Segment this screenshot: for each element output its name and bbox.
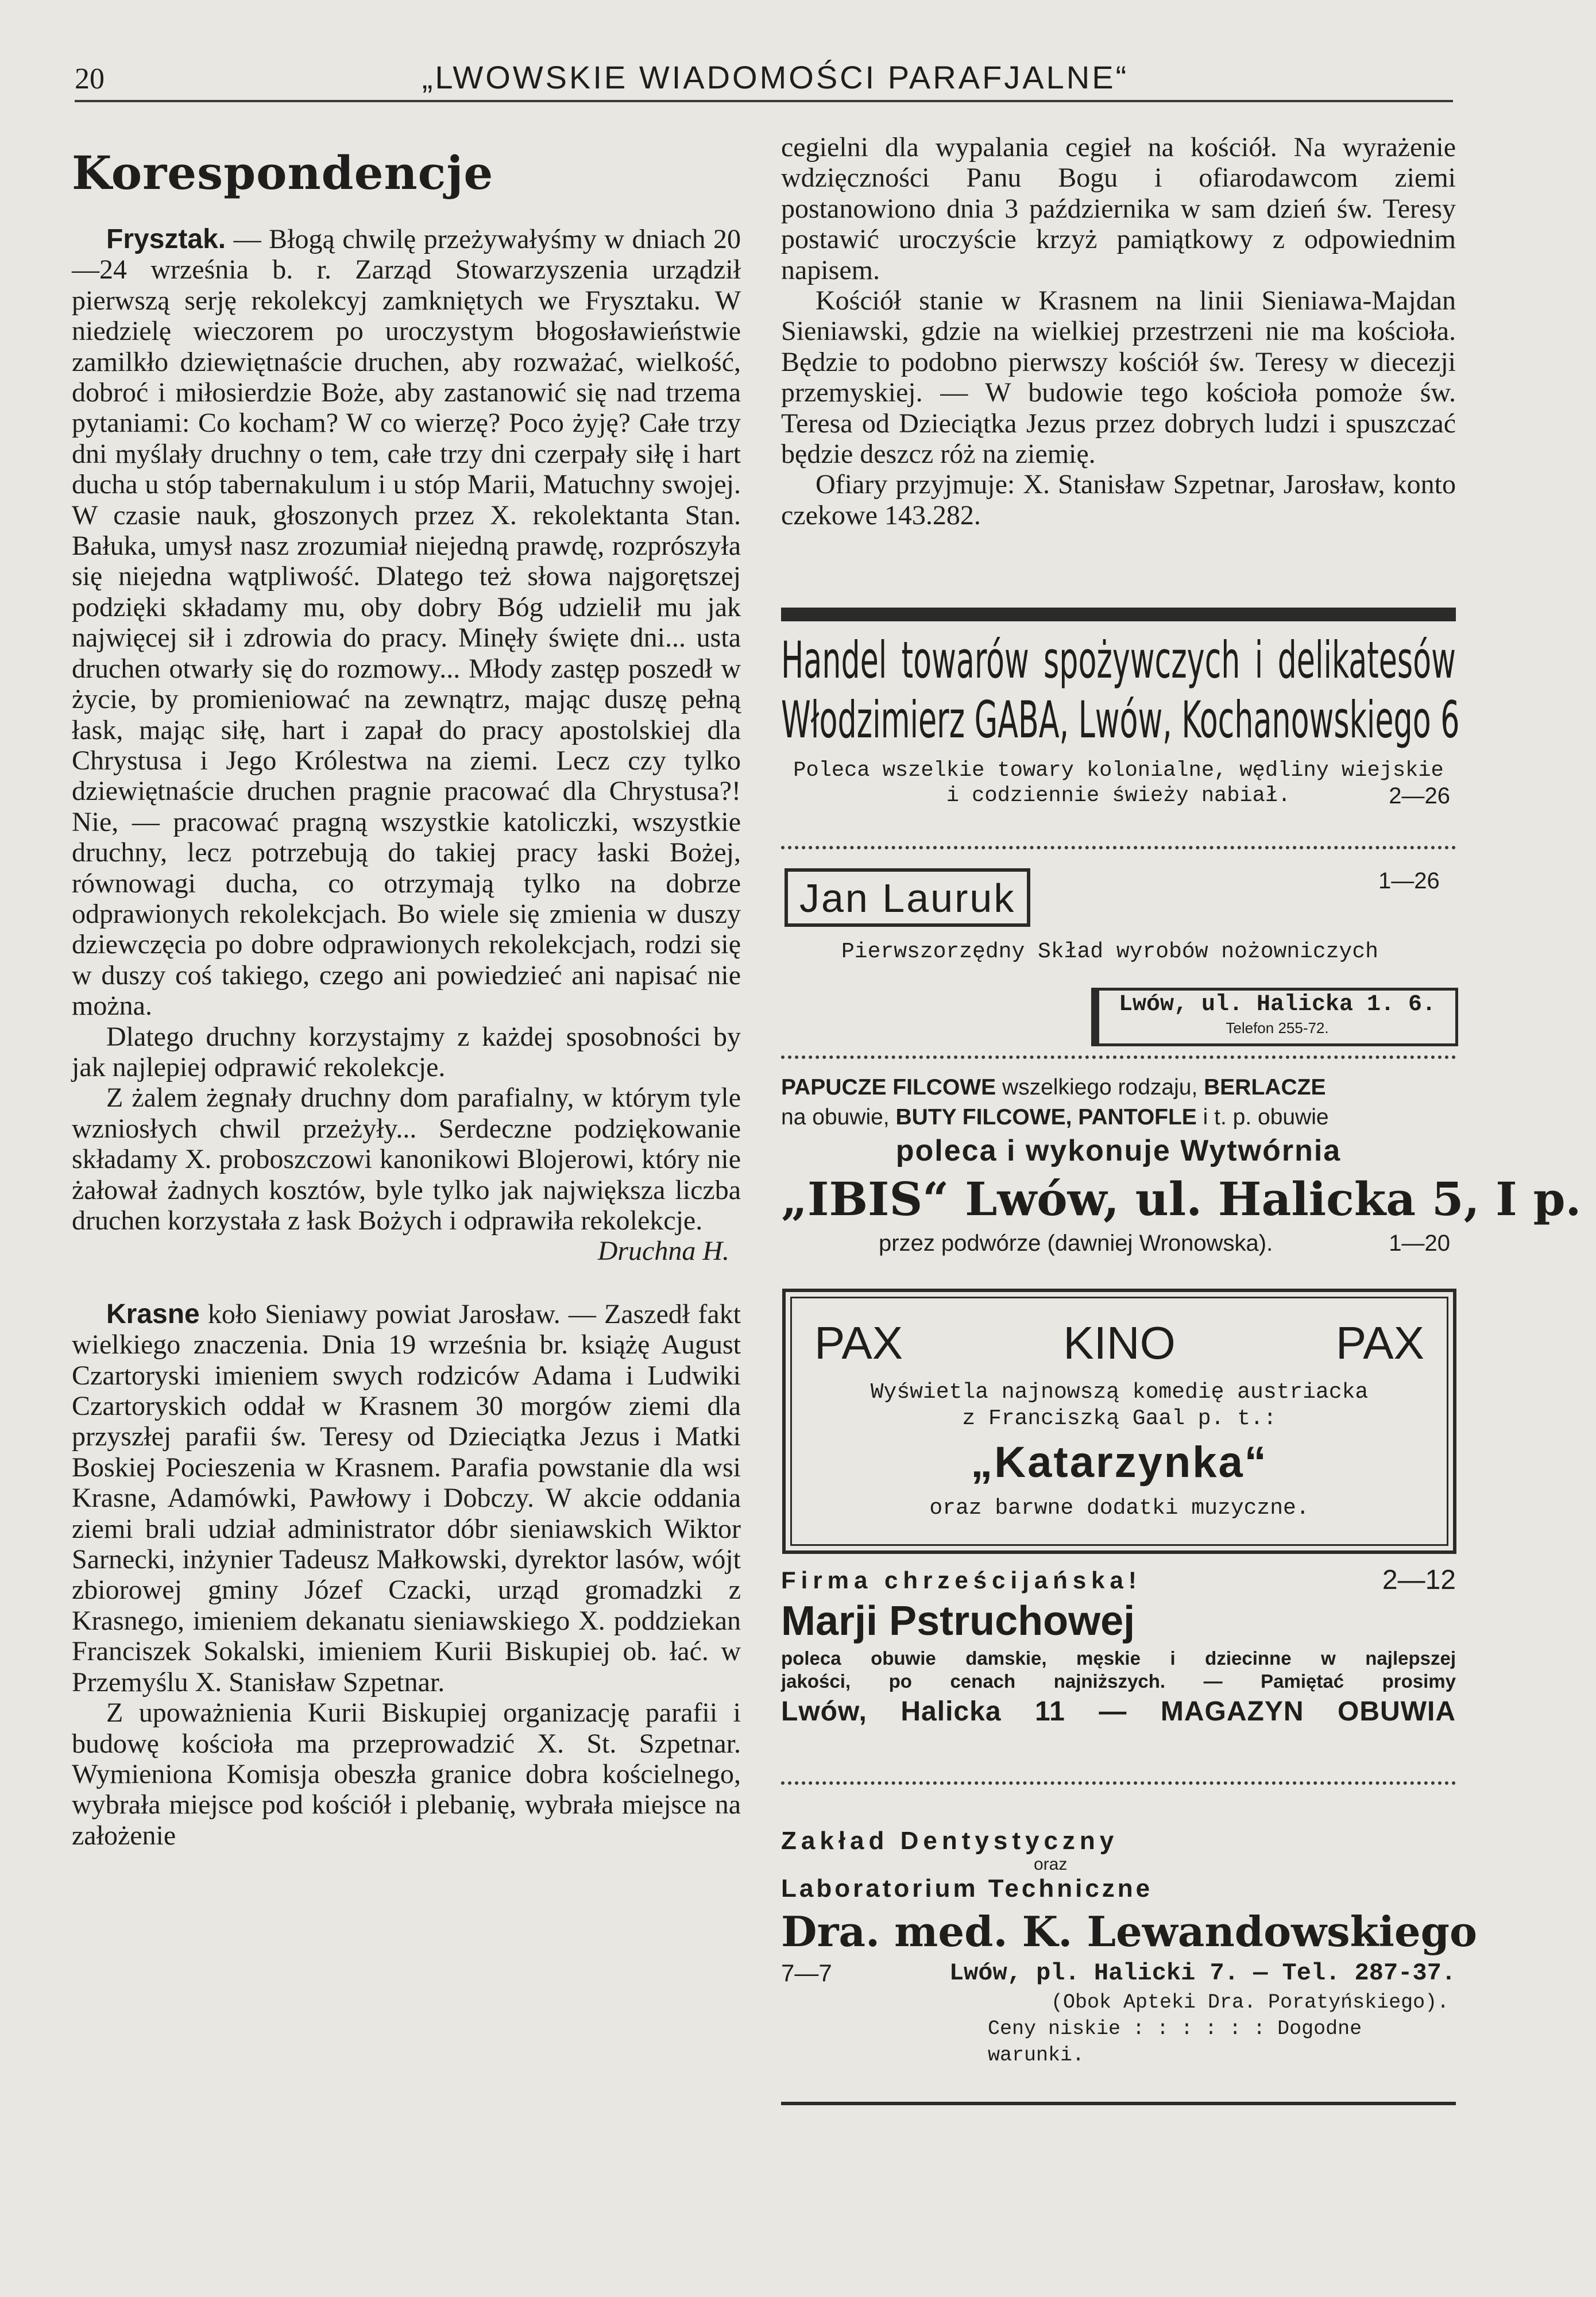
pax-line2: z Franciszką Gaal p. t.: — [962, 1406, 1277, 1431]
frysztak-paragraph — [72, 224, 741, 1022]
paragraph: Ofiary przyjmuje: X. Stanisław Szpetnar, Jarosław, konto czekowe 143.282. — [781, 469, 1456, 531]
section-title: Korespondencje — [72, 146, 494, 200]
gaba-headline: Handel towarów spożywczych i delikatesów — [781, 631, 1456, 690]
header-rule — [75, 100, 1453, 102]
pax-box — [782, 1289, 1456, 1554]
paragraph: Z żalem żegnały druchny dom parafialny, w którym tyle wzniosłych chwil przeżyły... Serdeczne podziękowanie składamy X. proboszczowi kanonikowi Blojerowi, który nie żałował żadnych kosztów, byle tylko jak największa liczba druchen korzystała z łask Bożych i odprawiła rekolekcje. — [72, 1082, 741, 1236]
dent-prices: Ceny niskie : : : : : : Dogodne warunki. — [988, 2017, 1362, 2067]
gaba-desc2: i codziennie świeży nabiał. — [946, 784, 1291, 808]
pstruch-line1: Firma chrześcijańska! — [781, 1567, 1142, 1594]
dent-address: Lwów, pl. Halicki 7. — Tel. 287-37. — [949, 1959, 1456, 1987]
dent-code: 7—7 — [781, 1959, 832, 1986]
krasne-text: koło Sieniawy powiat Jarosław. — Zaszedł fakt wielkiego znaczenia. Dnia 19 września br. książę August Czartoryski imieniem swych rodziców Adama i Ludwiki Czartoryskich oddał w Krasnem 30 morgów ziemi dla przyszłej parafii św. Teresy od Dzieciątka Jezus i Matki Boskiej Pocieszenia w Krasnem. Parafia powstanie dla wsi Krasne, Adamówki, Pawłowy i Dobczy. W akcie oddania ziemi brali udział administrator dóbr sieniawskich Wiktor Sarnecki, inżynier Tadeusz Małkowski, dyrektor lasów, wójt zbiorowej gminy Józef Czacki, urząd gromadzki z Krasnego, imieniem dekanatu sieniawskiego X. poddziekan Franciszek Sokalski, imieniem Kurii Biskupiej ob. łać. w Przemyślu X. Stanisław Szpetnar. — [72, 1298, 741, 1697]
gaba-desc1: Poleca wszelkie towary kolonialne, wędliny wiejskie — [793, 759, 1444, 783]
pax-title: „Katarzynka“ — [971, 1438, 1268, 1487]
lauruk-code: 1—26 — [1378, 868, 1440, 894]
paragraph: cegielni dla wypalania cegieł na kościół. Na wyrażenie wdzięczności Panu Bogu i ofiarodawcom ziemi postanowiono dnia 3 października w sam dzień św. Teresy postawić uroczyście krzyż pamiątkowy z odpowiednim napisem. — [781, 132, 1456, 285]
ornament-divider — [781, 846, 1456, 855]
ibis-line1: PAPUCZE FILCOWE wszelkiego rodzaju, BERLACZE — [781, 1075, 1326, 1100]
lauruk-phone: Telefon 255-72. — [1226, 1019, 1329, 1037]
ibis-line5: przez podwórze (dawniej Wronowska). — [879, 1231, 1273, 1256]
page-number: 20 — [75, 63, 105, 95]
ornament-divider — [781, 1055, 1456, 1065]
running-header: „LWOWSKIE WIADOMOŚCI PARAFJALNE“ — [422, 59, 1129, 95]
dent-line1: Zakład Dentystyczny — [781, 1827, 1119, 1855]
ad-divider-bar — [781, 608, 1456, 621]
ibis-line3: poleca i wykonuje Wytwórnia — [895, 1134, 1342, 1167]
ibis-code: 1—20 — [1389, 1231, 1450, 1256]
ibis-name: „IBIS“ Lwów, ul. Halicka 5, I p. — [781, 1172, 1582, 1226]
paragraph: Kościół stanie w Krasnem na linii Sieniawa-Majdan Sieniawski, gdzie na wielkiej przestrzeni nie ma kościoła. Będzie to podobno pierwszy kościół św. Teresy w diecezji przemyskiej. — W budowie tego kościoła pomoże św. Teresa od Dzieciątka Jezus przez dobrych ludzi i spuszczać będzie deszcz róż na ziemię. — [781, 285, 1456, 470]
pstruch-line2: poleca obuwie damskie, męskie i dziecinne w najlepszej — [781, 1648, 1456, 1669]
pax-left: PAX — [814, 1317, 903, 1368]
right-column — [781, 132, 1456, 531]
ad-dental — [781, 1826, 1478, 2068]
signature: Druchna H. — [597, 1236, 729, 1267]
gaba-name: Włodzimierz GABA, Lwów, Kochanowskiego 6 — [781, 690, 1460, 749]
pstruch-name: Marji Pstruchowej — [781, 1598, 1135, 1644]
ad-pstruch — [781, 1565, 1456, 1731]
dent-note: (Obok Apteki Dra. Poratyńskiego). — [1051, 1991, 1450, 2014]
paragraph: Z upoważnienia Kurii Biskupiej organizację parafii i budowę kościoła ma przeprowadzić X. St. Szpetnar. Wymieniona Komisja obeszła granice dobra kościelnego, wybrała miejsce pod kościół i plebanię, wybrała miejsce na założenie — [72, 1697, 741, 1851]
frysztak-text: — Błogą chwilę przeżywałyśmy w dniach 20—24 września b. r. Zarząd Stowarzyszenia urządził pierwszą serję rekolekcyj zamkniętych we Frysztaku. W niedzielę wieczorem po uroczystym błogosławieństwie zamilkło dziewiętnaście druchen, aby rozważać, wielkość, dobroć i miłosierdzie Boże, aby zastanowić się nad trzema pytaniami: Co kocham? W co wierzę? Poco żyję? Całe trzy dni myślały druchny o tem, całe trzy dni czerpały siłę i hart ducha u stóp tabernakulum i u stóp Marii, Matuchny swojej. W czasie nauk, głoszonych przez X. rekolektanta Stan. Bałuka, umysł nasz zrozumiał niejedną prawdę, rozprószyła się niejedna wątpliwość. Dlatego też słowa najgorętszej podzięki składamy mu, oby dobry Bóg udzielił mu jak najwięcej sił i zdrowia do pracy. Minęły święte dni... usta druchen otwarły się do rozmowy... Młody zastęp poszedł w życie, by promieniować na zewnątrz, mając duszę pełną łask, mając siłę, hart i zapał do pracy apostolskiej dla Chrystusa i Jego Królestwa na ziemi. Lecz czy tylko dziewiętnaście druchen pragnie pracować dla Chrystusa?! Nie, — pracować pragną wszystkie katoliczki, wszystkie druchny, lecz potrzebują do takiej pracy łaski Bożej, równowagi ducha, co otrzymają tylko na dobrze odprawionych rekolekcjach. Bo wiele się zmienia w duszy dziewczęcia po dobre odprawionych rekolekcjach, rodzi się w duszy coś takiego, czego ani powiedzieć ani napisać nie można. — [72, 224, 741, 1022]
pax-kino: KINO — [1063, 1317, 1176, 1368]
krasne-paragraph — [72, 1299, 741, 1697]
dent-name: Dra. med. K. Lewandowskiego — [781, 1907, 1478, 1956]
ad-ibis — [781, 1073, 1582, 1258]
ad-gaba — [781, 631, 1460, 809]
paragraph: Dlatego druchny korzystajmy z każdej sposobności by jak najlepiej odprawić rekolekcje. — [72, 1021, 741, 1082]
ibis-line2: na obuwie, BUTY FILCOWE, PANTOFLE i t. p. obuwie — [781, 1105, 1329, 1130]
lauruk-address-box — [1091, 988, 1458, 1046]
bottom-rule — [781, 2102, 1456, 2105]
dent-line3: Laboratorium Techniczne — [781, 1874, 1153, 1902]
pax-line3: oraz barwne dodatki muzyczne. — [929, 1496, 1309, 1521]
ornament-divider — [781, 1781, 1456, 1791]
pax-line1: Wyświetla najnowszą komedię austriacka — [870, 1380, 1369, 1405]
gaba-code: 2—26 — [1389, 783, 1450, 809]
left-column — [72, 141, 741, 1851]
lauruk-desc: Pierwszorzędny Skład wyrobów nożowniczych — [841, 939, 1378, 964]
pstruch-code: 2—12 — [1382, 1565, 1456, 1595]
pstruch-line3: jakości, po cenach najniższych. — Pamiętać prosimy — [781, 1670, 1456, 1692]
krasne-lead: Krasne — [106, 1298, 200, 1329]
dent-line2: oraz — [1034, 1855, 1068, 1874]
lauruk-address: Lwów, ul. Halicka 1. 6. — [1118, 992, 1436, 1018]
lauruk-name-box: Jan Lauruk — [785, 868, 1030, 927]
pstruch-line4: Lwów, Halicka 11 — MAGAZYN OBUWIA — [781, 1696, 1456, 1727]
pax-right: PAX — [1335, 1317, 1424, 1368]
frysztak-lead: Frysztak. — [106, 224, 226, 254]
